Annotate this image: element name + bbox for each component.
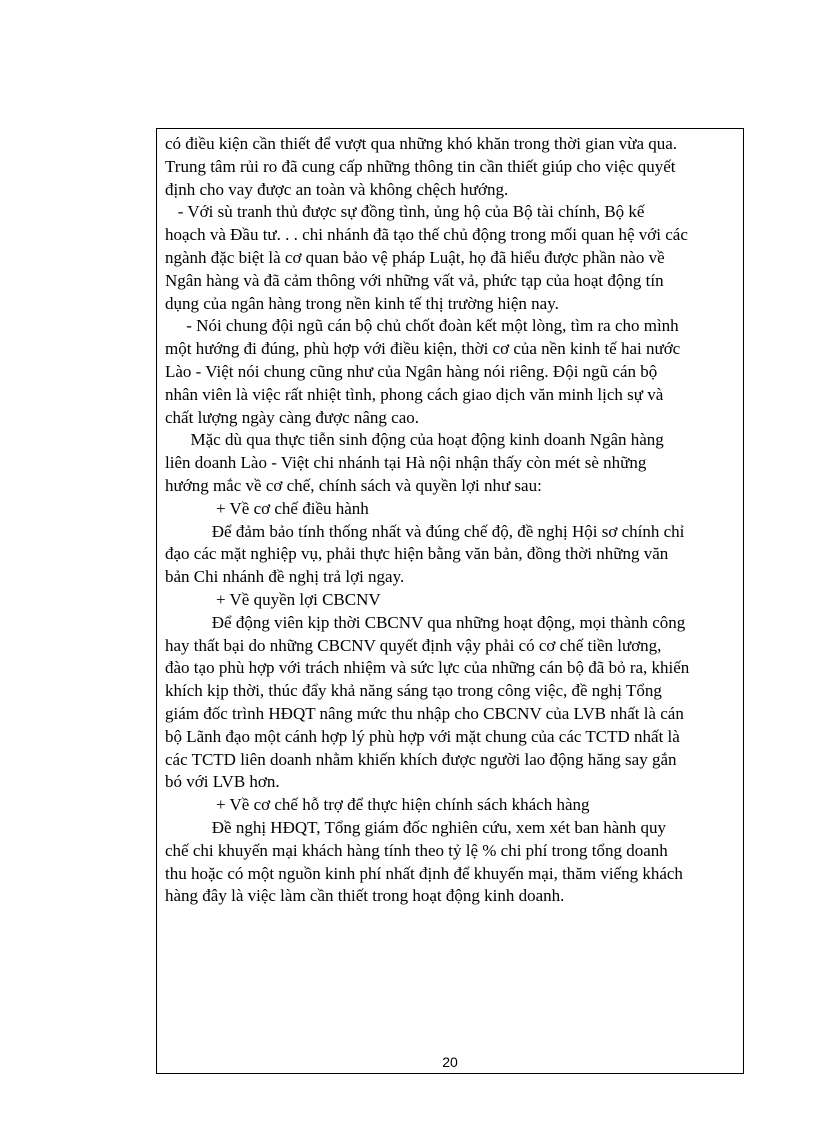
text-line: bộ Lãnh đạo một cánh hợp lý phù hợp với mặt chung của các TCTD nhất là [165,726,680,746]
page-frame [156,128,744,1074]
text-line: Ngân hàng và đã cảm thông với những vất vả, phức tạp của hoạt động tín [165,270,664,290]
text-line: Trung tâm rủi ro đã cung cấp những thông tin cần thiết giúp cho việc quyết [165,156,676,176]
text-line: đạo các mặt nghiệp vụ, phải thực hiện bằng văn bản, đồng thời những văn [165,544,669,564]
text-line: - Với sù tranh thủ được sự đồng tình, ủng hộ của Bộ tài chính, Bộ kế [165,202,645,222]
text-line: bản Chi nhánh đề nghị trả lợi ngay. [165,567,405,587]
text-line: hàng đây là việc làm cần thiết trong hoạt động kinh doanh. [165,886,565,906]
text-line: liên doanh Lào - Việt chi nhánh tại Hà nội nhận thấy còn mét sè những [165,453,647,473]
text-line: dụng của ngân hàng trong nền kinh tế thị trường hiện nay. [165,293,559,313]
text-line: định cho vay được an toàn và không chệch hướng. [165,179,509,199]
text-line: chế chi khuyến mại khách hàng tính theo tỷ lệ % chi phí trong tổng doanh [165,840,668,860]
text-line: + Về cơ chế điều hành [165,498,369,518]
text-line: hay thất bại do những CBCNV quyết định vậy phải có cơ chế tiền lương, [165,635,662,655]
text-line: thu hoặc có một nguồn kinh phí nhất định để khuyến mại, thăm viếng khách [165,863,683,883]
text-line: + Về cơ chế hỗ trợ để thực hiện chính sách khách hàng [165,795,590,815]
text-line: Lào - Việt nói chung cũng như của Ngân hàng nói riêng. Đội ngũ cán bộ [165,361,658,381]
text-line: nhân viên là việc rất nhiệt tình, phong cách giao dịch văn minh lịch sự và [165,384,664,404]
text-line: bó với LVB hơn. [165,772,280,792]
text-line: Để động viên kịp thời CBCNV qua những hoạt động, mọi thành công [165,612,686,632]
text-line: chất lượng ngày càng được nâng cao. [165,407,420,427]
text-line: + Về quyền lợi CBCNV [165,589,381,609]
text-line: hướng mắc về cơ chế, chính sách và quyền lợi như sau: [165,475,542,495]
text-line: Để đảm bảo tính thống nhất và đúng chế độ, đề nghị Hội sơ chính chỉ [165,521,685,541]
text-line: ngành đặc biệt là cơ quan bảo vệ pháp Luật, họ đã hiểu được phần nào về [165,247,665,267]
page-number: 20 [442,1054,458,1070]
body-text [165,133,737,908]
text-line: Đề nghị HĐQT, Tổng giám đốc nghiên cứu, xem xét ban hành quy [165,817,667,837]
text-line: các TCTD liên doanh nhằm khiến khích được người lao động hăng say gắn [165,749,677,769]
text-line: có điều kiện cần thiết để vượt qua những khó khăn trong thời gian vừa qua. [165,134,678,153]
text-line: giám đốc trình HĐQT nâng mức thu nhập cho CBCNV của LVB nhất là cán [165,703,684,723]
text-line: Mặc dù qua thực tiễn sinh động của hoạt động kinh doanh Ngân hàng [165,430,664,450]
text-line: khích kịp thời, thúc đẩy khả năng sáng tạo trong công việc, đề nghị Tổng [165,681,662,701]
text-line: hoạch và Đầu tư. . . chi nhánh đã tạo thế chủ động trong mối quan hệ với các [165,225,688,245]
text-line: đào tạo phù hợp với trách nhiệm và sức lực của những cán bộ đã bỏ ra, khiến [165,658,690,678]
text-line: - Nói chung đội ngũ cán bộ chủ chốt đoàn kết một lòng, tìm ra cho mình [165,316,679,336]
text-line: một hướng đi đúng, phù hợp với điều kiện, thời cơ của nền kinh tế hai nước [165,339,681,359]
